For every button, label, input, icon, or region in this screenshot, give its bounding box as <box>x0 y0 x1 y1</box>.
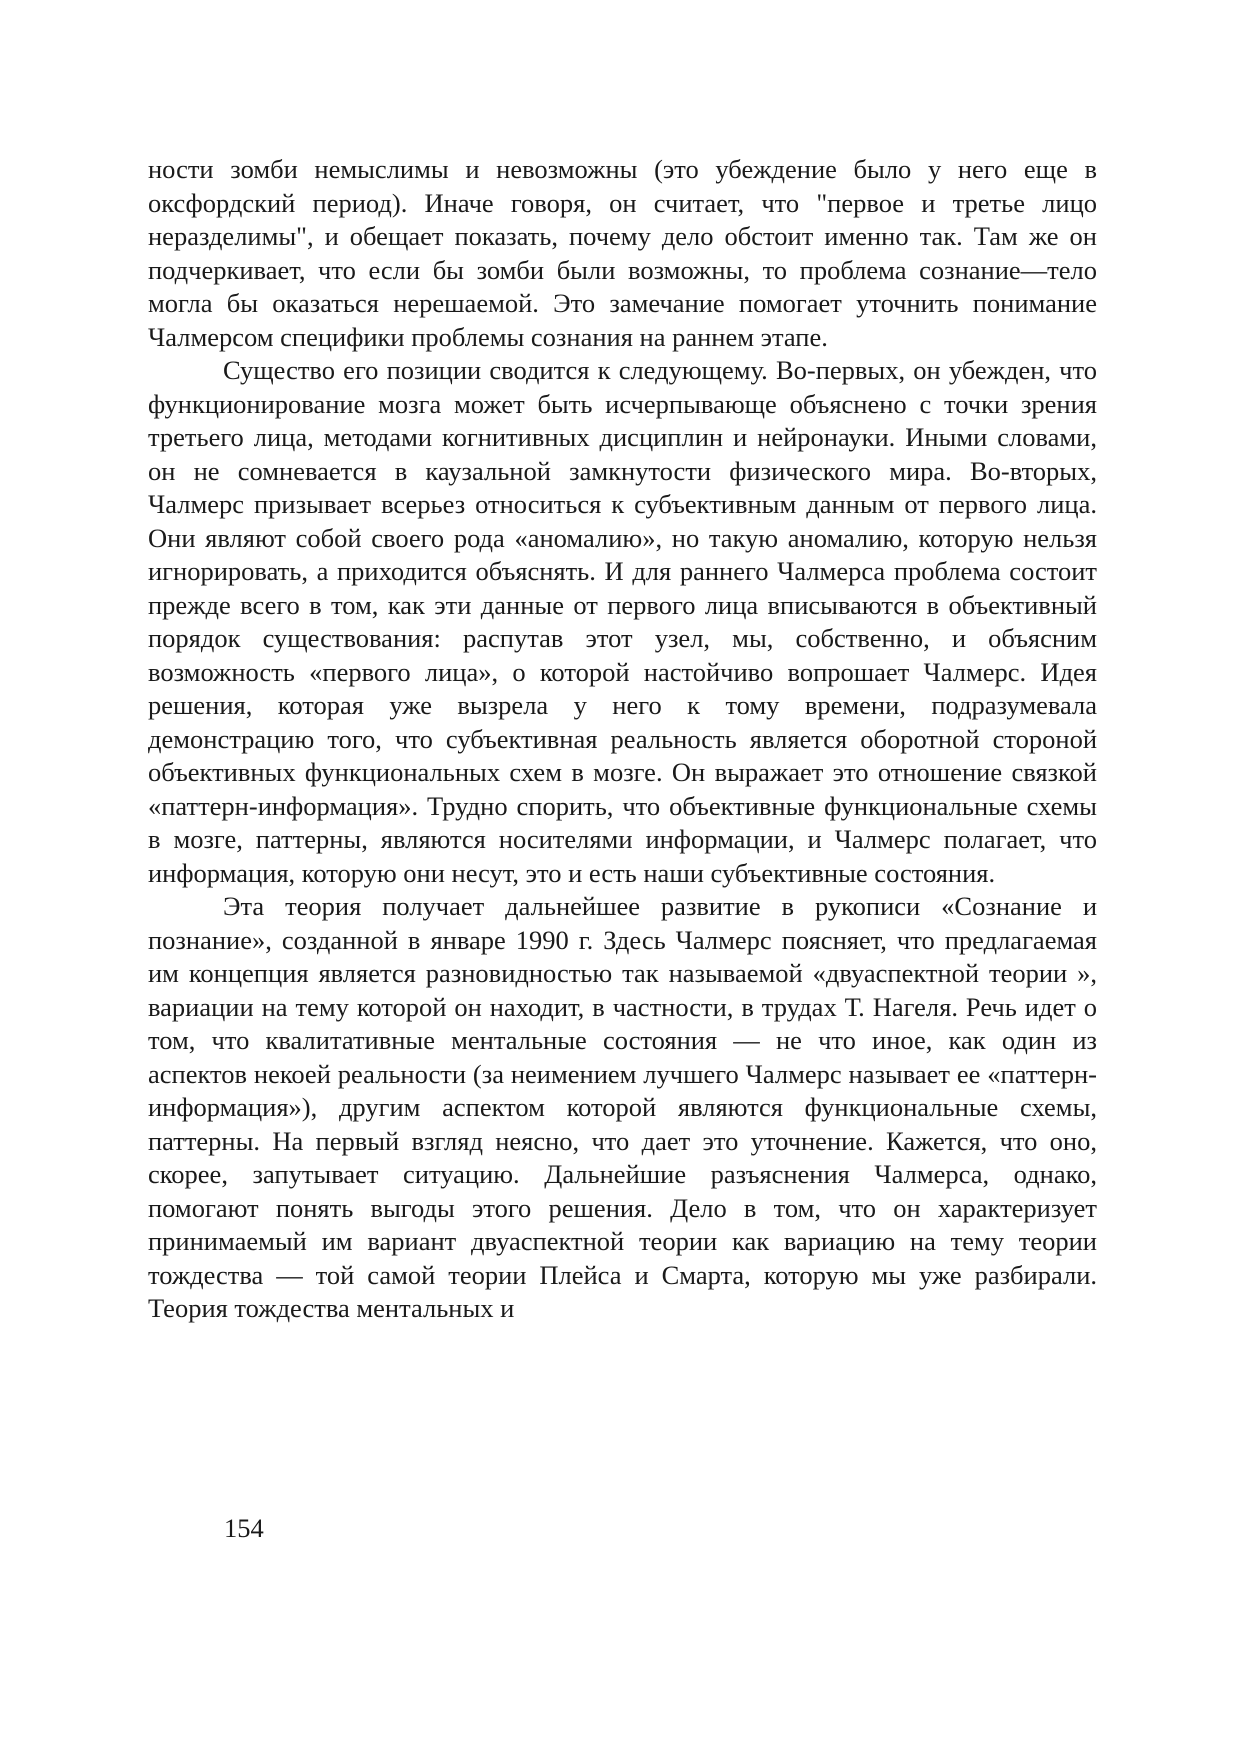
paragraph-3: Эта теория получает дальнейшее развитие в рукописи «Сознание и познание», созданной в январе 1990 г. Здесь Чалмерс поясняет, что предлагаемая им концепция является разновидностью так называемой «двуаспектной теории », вариации на тему которой он находит, в частности, в трудах Т. Нагеля. Речь идет о том, что квалитативные ментальные состояния — не что иное, как один из аспектов некоей реальности (за неимением лучшего Чалмерс называет ее «паттерн-информация»), другим аспектом которой являются функциональные схемы, паттерны. На первый взгляд неясно, что дает это уточнение. Кажется, что оно, скорее, запутывает ситуацию. Дальнейшие разъяснения Чалмерса, однако, помогают понять выгоды этого решения. Дело в том, что он характеризует принимаемый им вариант двуаспектной теории как вариацию на тему теории тождества — той самой теории Плейса и Смарта, которую мы уже разбирали. Теория тождества ментальных и <box>148 891 1097 1323</box>
paragraph-1: ности зомби немыслимы и невозможны (это убеждение было у него еще в оксфордский период). Иначе говоря, он считает, что "первое и третье лицо неразделимы", и обещает показать, почему дело обстоит именно так. Там же он подчеркивает, что если бы зомби были возможны, то проблема сознание—тело могла бы оказаться нерешаемой. Это замечание помогает уточнить понимание Чалмерсом специфики проблемы сознания на раннем этапе. <box>148 154 1097 352</box>
page-number: 154 <box>224 1513 264 1543</box>
body-text <box>148 153 1097 1326</box>
paragraph-2: Существо его позиции сводится к следующему. Во-первых, он убежден, что функционирование мозга может быть исчерпывающе объяснено с точки зрения третьего лица, методами когнитивных дисциплин и нейронауки. Иными словами, он не сомневается в каузальной замкнутости физического мира. Во-вторых, Чалмерс призывает всерьез относиться к субъективным данным от первого лица. Они являют собой своего рода «аномалию», но такую аномалию, которую нельзя игнорировать, а приходится объяснять. И для раннего Чалмерса проблема состоит прежде всего в том, как эти данные от первого лица вписываются в объективный порядок существования: распутав этот узел, мы, собственно, и объясним возможность «первого лица», о которой настойчиво вопрошает Чалмерс. Идея решения, которая уже вызрела у него к тому времени, подразумевала демонстрацию того, что субъективная реальность является оборотной стороной объективных функциональных схем в мозге. Он выражает это отношение связкой «паттерн-информация». Трудно спорить, что объективные функциональные схемы в мозге, паттерны, являются носителями информации, и Чалмерс полагает, что информация, которую они несут, это и есть наши субъективные состояния. <box>148 355 1097 888</box>
